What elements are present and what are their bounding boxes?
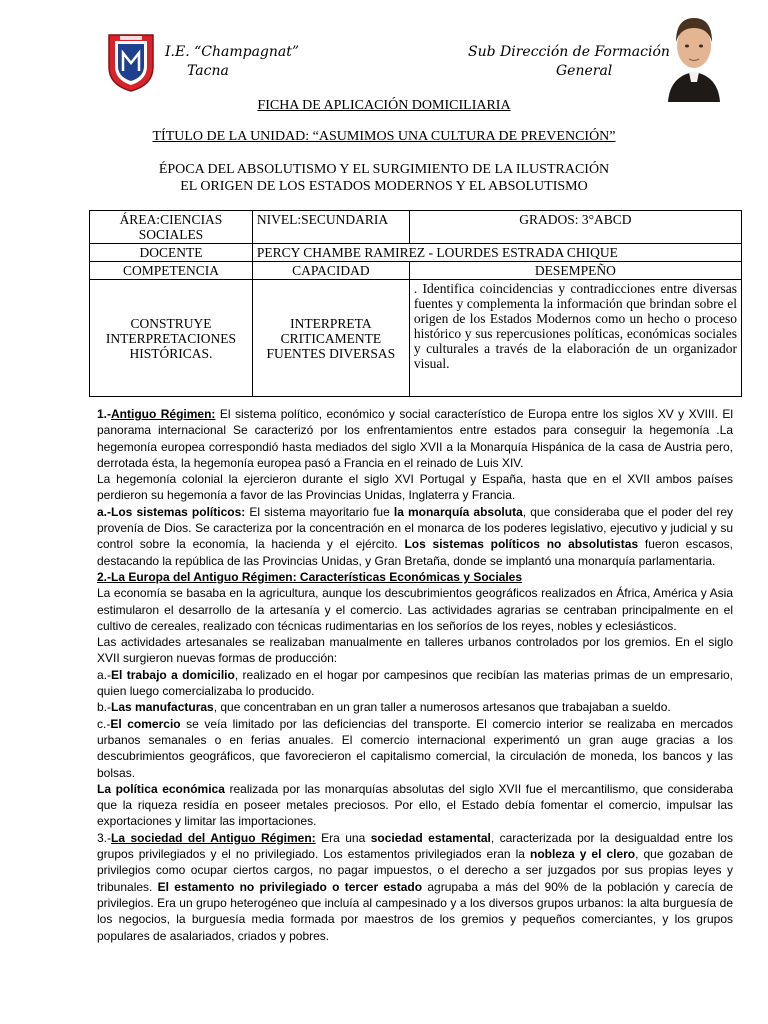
section-number: 1.-	[97, 407, 112, 421]
paragraph-antiguo-regimen	[97, 406, 733, 471]
bold-term: nobleza y el clero	[529, 847, 636, 862]
school-name: I.E. “Champagnat”	[165, 44, 300, 60]
paragraph-text: agrupaba a más del 90% de la población y carecía de privilegios. Era un grupo heterogéneo que incluía al campesinado y a los diversos grupos urbanos: la alta burguesía de los negocios, la burguesía media formada por maestros de los gremios y pequeños comerciantes, y los grupos populares de asalariados, criados y pobres.	[97, 879, 734, 943]
bold-term: El trabajo a domicilio	[111, 667, 235, 682]
paragraph-sociedad	[97, 830, 733, 944]
bold-term: sociedad estamental	[370, 830, 491, 845]
section-title: Antiguo Régimen:	[111, 407, 216, 421]
area-cell: ÁREA:CIENCIAS SOCIALES	[90, 211, 253, 244]
table-row	[90, 280, 742, 397]
bold-term: Los sistemas políticos no absolutistas	[404, 537, 639, 552]
department-name-cont: General	[556, 63, 613, 79]
school-shield-logo	[106, 31, 156, 93]
list-item	[97, 667, 733, 700]
bold-term: La política económica	[97, 781, 225, 796]
paragraph-text: , caracterizada por la desigualdad entre los grupos privilegiados y el no privilegiado. Los estamentos privilegiados eran la	[97, 830, 733, 862]
topic-heading: ÉPOCA DEL ABSOLUTISMO Y EL SURGIMIENTO DE LA ILUSTRACIÓN	[158, 162, 610, 177]
form-title: FICHA DE APLICACIÓN DOMICILIARIA	[257, 98, 511, 113]
paragraph-artesanales: Las actividades artesanales se realizaban manualmente en talleres urbanos controlados por los gremios. En el siglo XVII surgieron nuevas formas de producción:	[97, 635, 733, 666]
paragraph-hegemonia-colonial: La hegemonía colonial la ejercieron durante el siglo XVI Portugal y España, hasta que en el XVII ambos países perdieron su hegemonía a favor de las Provincias Unidas, Inglaterra y Francia.	[97, 472, 733, 503]
grados-cell: GRADOS: 3°ABCD	[409, 211, 741, 244]
paragraph-text: , que gozaban de privilegios como ocupar ciertos cargos, no pagar impuestos, o el derecho a ser juzgados por sus propias leyes y tribunales.	[97, 847, 734, 894]
list-prefix: a.-	[97, 667, 112, 682]
paragraph-text: , que consideraba que el poder del rey provenía de Dios. Se caracteriza por la concentración en el monarca de los poderes legislativo, ejecutivo y judicial y su control sobre la economía, la hacienda y el ejército.	[97, 504, 734, 552]
topic-subheading: EL ORIGEN DE LOS ESTADOS MODERNOS Y EL ABSOLUTISMO	[180, 179, 588, 194]
bold-term: la monarquía absoluta	[393, 504, 523, 519]
paragraph-text: El sistema mayoritario fue	[245, 504, 394, 519]
nivel-cell: NIVEL:SECUNDARIA	[252, 211, 409, 244]
unit-title: TÍTULO DE LA UNIDAD: “ASUMIMOS UNA CULTURA DE PREVENCIÓN”	[152, 129, 616, 144]
docente-value-cell: PERCY CHAMBE RAMIREZ - LOURDES ESTRADA CHIQUE	[252, 244, 741, 262]
capacidad-cell: INTERPRETA CRITICAMENTE FUENTES DIVERSAS	[252, 280, 409, 397]
list-item	[97, 699, 733, 715]
subsection-title: a.-Los sistemas políticos:	[97, 504, 246, 519]
list-prefix: b.-	[97, 700, 112, 715]
paragraph-politica-economica	[97, 781, 733, 830]
bold-term: El estamento no privilegiado o tercer estado	[157, 879, 423, 894]
school-city: Tacna	[187, 63, 229, 79]
list-prefix: c.-	[97, 716, 111, 731]
header-competencia: COMPETENCIA	[90, 262, 253, 280]
table-row	[90, 211, 742, 244]
bold-term: Las manufacturas	[111, 700, 214, 715]
section-title: La sociedad del Antiguo Régimen:	[111, 830, 316, 845]
paragraph-text: Era una	[315, 830, 371, 845]
table-row	[90, 262, 742, 280]
course-info-table	[89, 210, 742, 397]
competencia-cell: CONSTRUYE INTERPRETACIONES HISTÓRICAS.	[90, 280, 253, 397]
paragraph-text: , realizado en el hogar por campesinos que recibían las materias primas de un empresario, quien luego comercializaba lo producido.	[97, 667, 733, 699]
department-name: Sub Dirección de Formación	[468, 44, 670, 60]
list-item	[97, 716, 733, 781]
paragraph-text: El sistema político, económico y social característico de Europa entre los siglos XV y XVIII. El panorama internacional Se caracterizó por los enfrentamientos entre estados para conseguir la hegemonía .La hegemonía europea correspondió hasta mediados del siglo XVII a la Monarquía Hispánica de la casa de Austria pero, derrotada ésta, la hegemonía europea pasó a Francia en el reinado de Luis XIV.	[97, 407, 734, 470]
bold-term: El comercio	[110, 716, 181, 731]
header-desempeno: DESEMPEÑO	[409, 262, 741, 280]
paragraph-text: fueron escasos, destacando la república de las Provincias Unidas, y Gran Bretaña, donde se implantó una monarquía parlamentaria.	[97, 537, 733, 568]
header-capacidad: CAPACIDAD	[252, 262, 409, 280]
founder-portrait	[664, 6, 724, 102]
body-content	[97, 406, 733, 944]
docente-label-cell: DOCENTE	[90, 244, 253, 262]
section-number: 3.-	[97, 830, 112, 845]
paragraph-text: , que concentraban en un gran taller a numerosos artesanos que trabajaban a sueldo.	[213, 700, 671, 715]
paragraph-economia: La economía se basaba en la agricultura, aunque los descubrimientos geográficos realizados en África, América y Asia estimularon el desarrollo de la artesanía y el comercio. Las actividades agrarias se centraban principalmente en el cultivo de cereales, realizado con técnicas rudimentarias en los señoríos de los reyes, nobles y eclesiásticos.	[97, 586, 733, 633]
section-title-europa: 2.-La Europa del Antiguo Régimen: Características Económicas y Sociales	[97, 569, 523, 584]
desempeno-cell: . Identifica coincidencias y contradicciones entre diversas fuentes y complementa la información que brindan sobre el origen de los Estados Modernos como un hecho o proceso histórico y sus repercusiones políticas, económicas sociales y culturales a través de la elaboración de un organizador visual.	[409, 280, 741, 397]
paragraph-text: realizada por las monarquías absolutas del siglo XVII fue el mercantilismo, que consideraba que la riqueza residía en poseer metales preciosos. Por ello, el Estado debía fomentar el comercio, impulsar las exportaciones y limitar las importaciones.	[97, 781, 733, 829]
table-row	[90, 244, 742, 262]
paragraph-text: se veía limitado por las deficiencias del transporte. El comercio interior se realizaba en mercados urbanos semanales o en ferias anuales. El comercio internacional experimentó un gran auge gracias a los descubrimientos geográficos, que favorecieron el capitalismo comercial, la circulación de moneda, los bancos y las bolsas.	[97, 716, 733, 780]
paragraph-sistemas-politicos	[97, 504, 733, 569]
